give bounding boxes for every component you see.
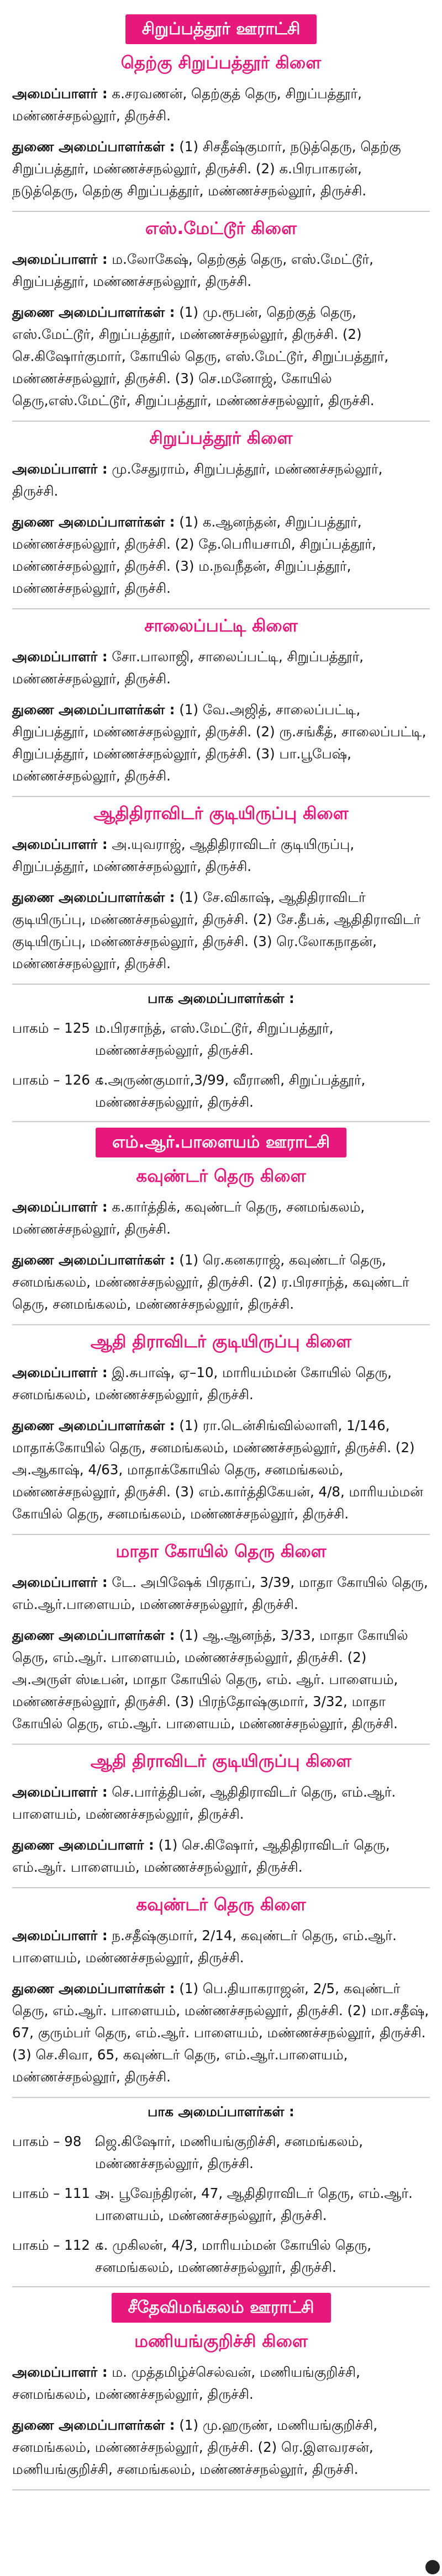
organizer-label: அமைப்பாளர் : [12,649,108,665]
branch-title: கவுண்டர் தெரு கிளை [136,1166,306,1186]
deputy-label: துணை அமைப்பாளர்கள் : [12,1980,175,1996]
organizer-label: அமைப்பாளர் : [12,1574,108,1590]
section-heading [12,1128,430,1157]
section-title: எம்.ஆர்.பாளையம் ஊராட்சி [96,1128,346,1157]
divider [12,984,430,985]
deputy-label: துணை அமைப்பாளர் : [12,1837,154,1853]
branch-title: மாதா கோயில் தெரு கிளை [115,1542,327,1561]
deputy-entry [12,511,430,599]
organizer-entry [12,1925,430,1969]
organizer-label: அமைப்பாளர் : [12,836,108,852]
section-heading [12,2293,430,2323]
ward-text: க. முகிலன், 4/3, மாரியம்மன் கோயில் தெரு, சனமங்கலம், மண்ணச்சநல்லூர், திருச்சி. [95,2237,371,2275]
deputy-entry [12,1415,430,1525]
deputy-text: (1) சிசதீஷ்குமார், நடுத்தெரு, தெற்கு சிறுப்பத்தூர், மண்ணச்சநல்லூர், திருச்சி. (2) க.பிரபாகரன், நடுத்தெரு, தெற்கு சிறுப்பத்தூர், மண்ணச்சநல்லூர், திருச்சி. [12,139,401,199]
organizer-entry [12,458,430,502]
ward-row [12,2234,430,2278]
organizer-entry [12,248,430,293]
organizer-entry [12,1571,430,1616]
ward-label: பாகம் – 111 : [12,2185,103,2201]
deputy-label: துணை அமைப்பாளர்கள் : [12,1627,175,1643]
ward-text: ஜெ.கிஷோர், மணியங்குறிச்சி, சனமங்கலம், மண்ணச்சநல்லூர், திருச்சி. [95,2133,364,2171]
deputy-entry [12,886,430,975]
deputy-text: (1) ஆ.ஆனந்த், 3/33, மாதா கோயில் தெரு, எம்.ஆர். பாளையம், மண்ணச்சநல்லூர், திருச்சி. (2) அ.அருள் ஸ்டீபன், மாதா கோயில் தெரு, எம். ஆர். பாளையம், மண்ணச்சநல்லூர், திருச்சி. (3) பிரந்தோஷ்குமார், 3/32, மாதா கோயில் தெரு, எம்.ஆர். பாளையம், மண்ணச்சநல்லூர், திருச்சி. [12,1627,408,1732]
deputy-text: (1) சே.விகாஷ், ஆதிதிராவிடர் குடியிருப்பு, மண்ணச்சநல்லூர், திருச்சி. (2) சே.தீபக், ஆதிதிராவிடர் குடியிருப்பு, மண்ணச்சநல்லூர், திருச்சி. (3) ரெ.லோகநாதன், மண்ணச்சநல்லூர், திருச்சி. [12,889,421,971]
divider [12,211,430,212]
branch-title: சிறுப்பத்தூர் கிளை [149,428,293,448]
ward-label: பாகம் – 98 : [12,2133,99,2149]
ward-label: பாகம் – 112 : [12,2237,103,2253]
organizer-entry [12,833,430,878]
organizer-entry [12,646,430,690]
organizer-text: சோ.பாலாஜி, சாலைப்பட்டி, சிறுப்பத்தூர், மண்ணச்சநல்லூர், திருச்சி. [12,649,364,687]
branch-title: ஆதி திராவிடர் குடியிருப்பு கிளை [90,1332,352,1352]
deputy-text: (1) மு.ரூபன், தெற்குத் தெரு, எஸ்.மேட்டூர், சிறுப்பத்தூர், மண்ணச்சநல்லூர், திருச்சி. (2) செ.கிஷோர்குமார், கோயில் தெரு, எஸ்.மேட்டூர், சிறுப்பத்தூர், மண்ணச்சநல்லூர், திருச்சி. (3) செ.மனோஜ், கோயில் தெரு,எஸ்.மேட்டூர், சிறுப்பத்தூர், மண்ணச்சநல்லூர், திருச்சி. [12,304,389,408]
divider [12,796,430,797]
branch-title: மணியங்குறிச்சி கிளை [134,2331,308,2351]
deputy-entry [12,1624,430,1735]
organizer-label: அமைப்பாளர் : [12,1199,108,1215]
deputy-text: (1) ரெ.கனகராஜ், கவுண்டர் தெரு, சனமங்கலம், மண்ணச்சநல்லூர், திருச்சி. (2) ர.பிரசாந்த், கவுண்டர் தெரு, சனமங்கலம், மண்ணச்சநல்லூர், திருச்சி. [12,1252,409,1312]
deputy-label: துணை அமைப்பாளர்கள் : [12,889,175,905]
organizer-label: அமைப்பாளர் : [12,1364,108,1380]
organizer-label: அமைப்பாளர் : [12,461,108,477]
deputy-label: துணை அமைப்பாளர்கள் : [12,1417,175,1433]
branch-title: ஆதி திராவிடர் குடியிருப்பு கிளை [90,1751,352,1771]
organizer-text: டே. அபிஷேக் பிரதாப், 3/39, மாதா கோயில் தெரு, எம்.ஆர்.பாளையம், மண்ணச்சநல்லூர், திருச்சி. [12,1574,428,1612]
section-title: சிறுப்பத்தூர் ஊராட்சி [125,14,317,44]
ward-row [12,1069,430,1113]
divider [12,1744,430,1745]
organizer-text: க.கார்த்திக், கவுண்டர் தெரு, சனமங்கலம், மண்ணச்சநல்லூர், திருச்சி. [12,1199,365,1237]
deputy-label: துணை அமைப்பாளர்கள் : [12,514,175,530]
deputy-label: துணை அமைப்பாளர்கள் : [12,2417,175,2433]
divider [12,1121,430,1122]
organizer-entry [12,1781,430,1825]
ward-heading: பாக அமைப்பாளர்கள் : [148,990,294,1006]
ward-label: பாகம் – 126 : [12,1072,103,1088]
ward-row [12,2182,430,2227]
divider [12,421,430,422]
divider [12,1887,430,1888]
organizer-label: அமைப்பாளர் : [12,1784,108,1800]
deputy-text: (1) பெ.தியாகராஜன், 2/5, கவுண்டர் தெரு, எம்.ஆர். பாளையம், மண்ணச்சநல்லூர், திருச்சி. (2) மா.சதீஷ், 67, குரும்பர் தெரு, எம்.ஆர். பாளையம், மண்ணச்சநல்லூர், திருச்சி. (3) செ.சிவா, 65, கவுண்டர் தெரு, எம்.ஆர்.பாளையம், மண்ணச்சநல்லூர், திருச்சி. [12,1980,429,2085]
organizer-text: ந.சதீஷ்குமார், 2/14, கவுண்டர் தெரு, எம்.ஆர். பாளையம், மண்ணச்சநல்லூர், திருச்சி. [12,1927,397,1966]
deputy-text: (1) க.ஆனந்தன், சிறுப்பத்தூர், மண்ணச்சநல்லூர், திருச்சி. (2) தே.பெரியசாமி, சிறுப்பத்தூர், மண்ணச்சநல்லூர், திருச்சி. (3) ம.நவநீதன், சிறுப்பத்தூர், மண்ணச்சநல்லூர், திருச்சி. [12,514,376,596]
branch-title: ஆதிதிராவிடர் குடியிருப்பு கிளை [93,804,349,824]
deputy-label: துணை அமைப்பாளர்கள் : [12,702,175,718]
deputy-text: (1) ரா.டென்சிங்வில்லாளி, 1/146, மாதாக்கோயில் தெரு, சனமங்கலம், மண்ணச்சநல்லூர், திருச்சி. (2) அ.ஆகாஷ், 4/63, மாதாக்கோயில் தெரு, சனமங்கலம், மண்ணச்சநல்லூர், திருச்சி. (3) எம்.கார்த்திகேயன், 4/8, மாரியம்மன் கோயில் தெரு, சனமங்கலம், மண்ணச்சநல்லூர், திருச்சி. [12,1417,423,1522]
organizer-text: மு.சேதுராம், சிறுப்பத்தூர், மண்ணச்சநல்லூர், திருச்சி. [12,461,383,499]
branch-title: கவுண்டர் தெரு கிளை [136,1895,306,1915]
divider [12,2286,430,2287]
deputy-label: துணை அமைப்பாளர்கள் : [12,304,175,320]
deputy-entry [12,699,430,787]
ward-label: பாகம் – 125 : [12,1020,103,1036]
deputy-entry [12,1834,430,1878]
section-heading [12,14,430,44]
ward-text: அ. பூவேந்திரன், 47, ஆதிதிராவிடர் தெரு, எம்.ஆர். பாளையம், மண்ணச்சநல்லூர், திருச்சி. [95,2185,413,2223]
branch-title: சாலைப்பட்டி கிளை [144,616,298,636]
branch-title: தெற்கு சிறுப்பத்தூர் கிளை [120,53,322,73]
deputy-text: (1) மு.ஹருண், மணியங்குறிச்சி, சனமங்கலம், மண்ணச்சநல்லூர், திருச்சி. (2) ரெ.இளவரசன், மணியங்குறிச்சி, சனமங்கலம், மண்ணச்சநல்லூர், திருச்சி. [12,2417,378,2477]
ward-heading: பாக அமைப்பாளர்கள் : [148,2104,294,2120]
organizer-entry [12,1362,430,1406]
divider [12,1324,430,1325]
organizer-label: அமைப்பாளர் : [12,2364,108,2380]
organizer-text: செ.பார்த்திபன், ஆதிதிராவிடர் தெரு, எம்.ஆர். பாளையம், மண்ணச்சநல்லூர், திருச்சி. [12,1784,396,1822]
organizer-text: அ.யுவராஜ், ஆதிதிராவிடர் குடியிருப்பு, சிறுப்பத்தூர், மண்ணச்சநல்லூர், திருச்சி. [12,836,355,874]
organizer-entry [12,1196,430,1240]
deputy-entry [12,1978,430,2088]
deputy-label: துணை அமைப்பாளர்கள் : [12,1252,175,1268]
ward-row [12,1017,430,1061]
divider [12,2097,430,2098]
deputy-entry [12,1249,430,1315]
divider [12,608,430,609]
organizer-text: இ.சுபாஷ், ஏ–10, மாரியம்மன் கோயில் தெரு, சனமங்கலம், மண்ணச்சநல்லூர், திருச்சி. [12,1364,392,1403]
page-corner-icon [425,2560,440,2574]
divider [12,2489,430,2490]
divider [12,1534,430,1535]
organizer-text: ம.லோகேஷ், தெற்குத் தெரு, எஸ்.மேட்டூர், சிறுப்பத்தூர், மண்ணச்சநல்லூர், திருச்சி. [12,251,373,289]
organizer-text: ம. முத்தமிழ்ச்செல்வன், மணியங்குறிச்சி, சனமங்கலம், மண்ணச்சநல்லூர், திருச்சி. [12,2364,360,2402]
organizer-entry [12,83,430,127]
organizer-text: க.சரவணன், தெற்குத் தெரு, சிறுப்பத்தூர், மண்ணச்சநல்லூர், திருச்சி. [12,86,362,124]
ward-text: க.அருண்குமார்,3/99, வீராணி, சிறுப்பத்தூர், மண்ணச்சநல்லூர், திருச்சி. [95,1072,366,1110]
ward-text: ம.பிரசாந்த், எஸ்.மேட்டூர், சிறுப்பத்தூர், மண்ணச்சநல்லூர், திருச்சி. [95,1020,334,1058]
deputy-entry [12,2414,430,2481]
ward-row [12,2131,430,2175]
deputy-entry [12,301,430,412]
deputy-entry [12,136,430,202]
deputy-text: (1) செ.கிஷோர், ஆதிதிராவிடர் தெரு, எம்.ஆர். பாளையம், மண்ணச்சநல்லூர், திருச்சி. [12,1837,390,1875]
organizer-label: அமைப்பாளர் : [12,251,108,267]
organizer-label: அமைப்பாளர் : [12,86,108,102]
deputy-text: (1) வே.அஜித், சாலைப்பட்டி, சிறுப்பத்தூர், மண்ணச்சநல்லூர், திருச்சி. (2) ரு.சங்கீத், சாலைப்பட்டி, சிறுப்பத்தூர், மண்ணச்சநல்லூர், திருச்சி. (3) பா.பூபேஷ், மண்ணச்சநல்லூர், திருச்சி. [12,702,427,784]
organizer-label: அமைப்பாளர் : [12,1927,108,1943]
section-title: சீதேவிமங்கலம் ஊராட்சி [112,2293,331,2323]
branch-title: எஸ்.மேட்டூர் கிளை [145,219,297,238]
organizer-entry [12,2361,430,2405]
deputy-label: துணை அமைப்பாளர்கள் : [12,139,175,155]
